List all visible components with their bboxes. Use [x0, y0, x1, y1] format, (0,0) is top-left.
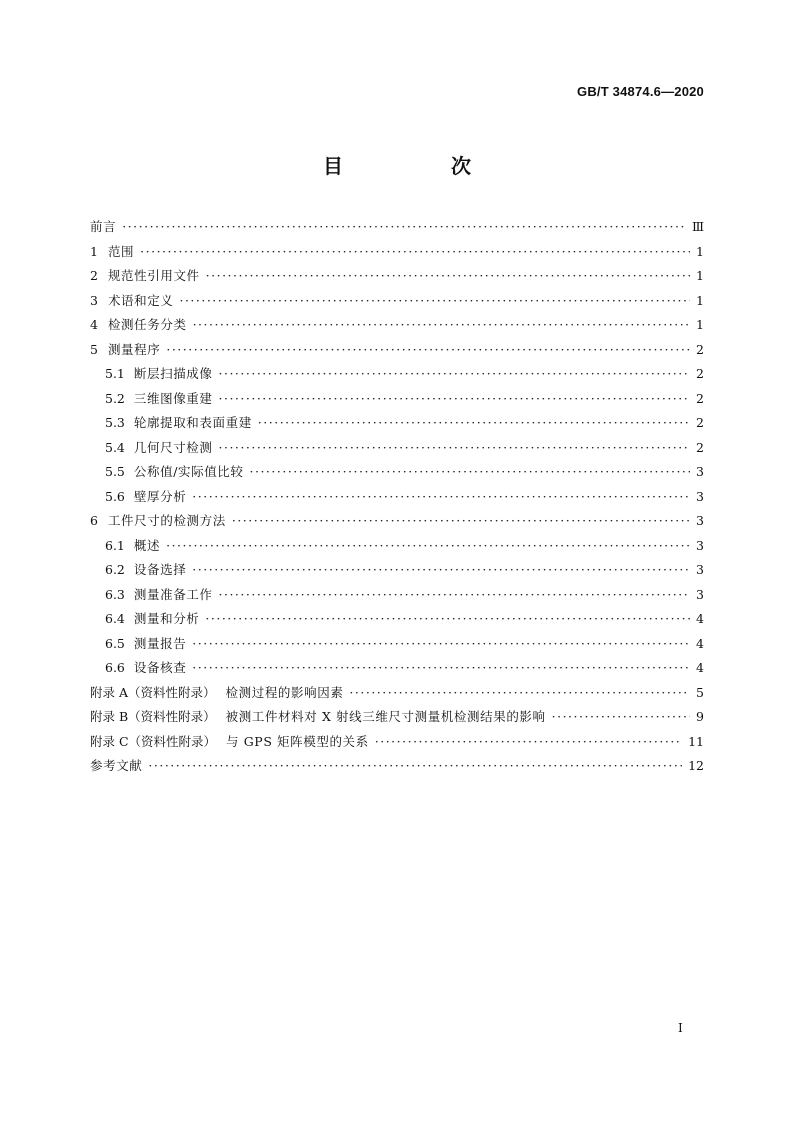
toc-entry[interactable]	[90, 411, 704, 436]
toc-entry-title: 参考文献	[90, 758, 143, 773]
toc-entry-page: 4	[696, 660, 704, 675]
toc-entry-page: 9	[696, 709, 704, 724]
dot-leader	[166, 534, 690, 559]
toc-entry-number: 5.3	[105, 415, 125, 430]
dot-leader	[552, 705, 690, 730]
toc-entry[interactable]	[90, 583, 704, 608]
toc-entry-title: 设备选择	[133, 562, 187, 577]
table-of-contents	[90, 215, 704, 779]
dot-leader	[140, 240, 690, 265]
toc-entry-title: 测量程序	[107, 341, 161, 357]
toc-entry[interactable]	[90, 730, 704, 755]
dot-leader	[258, 411, 690, 436]
toc-entry[interactable]	[90, 705, 704, 730]
dot-leader	[192, 632, 690, 657]
dot-leader	[219, 436, 691, 461]
toc-entry-title: 检测过程的影响因素	[225, 684, 344, 700]
toc-entry-number: 5.1	[105, 366, 125, 381]
toc-entry-page: 1	[696, 292, 704, 308]
toc-entry-title: 几何尺寸检测	[133, 439, 213, 455]
dot-leader	[206, 264, 690, 289]
toc-entry-title: 公称值/实际值比较	[133, 464, 244, 479]
toc-entry-page: 3	[696, 562, 704, 577]
toc-entry[interactable]	[90, 338, 704, 363]
toc-entry-page: 1	[696, 268, 704, 283]
toc-entry-page: 2	[696, 390, 704, 406]
toc-entry-page: 3	[696, 488, 704, 504]
toc-entry-page: 4	[696, 611, 704, 626]
toc-entry[interactable]	[90, 460, 704, 485]
dot-leader	[192, 485, 690, 510]
toc-entry[interactable]	[90, 485, 704, 510]
toc-entry-page: Ⅲ	[691, 219, 704, 234]
toc-entry[interactable]	[90, 632, 704, 657]
toc-entry-number: 6	[90, 513, 98, 528]
toc-entry[interactable]	[90, 362, 704, 387]
toc-entry-number: 6.4	[105, 611, 125, 626]
toc-entry-title: 测量准备工作	[133, 586, 213, 602]
toc-entry-number: 6.2	[105, 562, 125, 577]
toc-entry-title: 被测工件材料对 X 射线三维尺寸测量机检测结果的影响	[225, 709, 546, 724]
toc-entry[interactable]	[90, 509, 704, 534]
toc-entry[interactable]	[90, 607, 704, 632]
toc-entry-page: 4	[696, 635, 704, 651]
toc-entry-number: 5	[90, 341, 98, 357]
toc-entry-title: 壁厚分析	[133, 488, 187, 504]
toc-entry-page: 1	[696, 317, 704, 332]
toc-entry-page: 2	[696, 415, 704, 430]
toc-entry-number: 5.2	[105, 390, 125, 406]
toc-entry-title: 设备核查	[133, 660, 187, 675]
toc-entry[interactable]	[90, 656, 704, 681]
dot-leader	[192, 656, 690, 681]
toc-entry-title: 工件尺寸的检测方法	[107, 513, 226, 528]
toc-entry[interactable]	[90, 313, 704, 338]
dot-leader	[219, 387, 691, 412]
toc-entry[interactable]	[90, 534, 704, 559]
standard-code: GB/T 34874.6—2020	[577, 84, 704, 99]
dot-leader	[122, 215, 686, 240]
toc-entry[interactable]	[90, 754, 704, 779]
toc-entry-title: 规范性引用文件	[107, 268, 200, 283]
toc-entry-title: 检测任务分类	[107, 317, 187, 332]
toc-entry[interactable]	[90, 264, 704, 289]
toc-entry-number: 5.6	[105, 488, 125, 504]
toc-entry-number: 6.6	[105, 660, 125, 675]
toc-entry-title: 前言	[90, 219, 117, 234]
toc-entry-title: 测量和分析	[133, 611, 200, 626]
toc-entry[interactable]	[90, 289, 704, 314]
dot-leader	[148, 754, 682, 779]
toc-entry-page: 5	[696, 684, 704, 700]
toc-entry-page: 3	[696, 537, 704, 553]
toc-entry-number: 5.5	[105, 464, 125, 479]
toc-entry-title: 概述	[133, 537, 161, 553]
toc-entry[interactable]	[90, 240, 704, 265]
toc-entry-number: 附录 A（资料性附录）	[90, 684, 216, 700]
toc-entry-title: 轮廓提取和表面重建	[133, 415, 252, 430]
dot-leader	[375, 730, 682, 755]
dot-leader	[179, 289, 690, 314]
page-title: 目 次	[323, 154, 515, 178]
toc-entry-title: 测量报告	[133, 635, 187, 651]
toc-entry-page: 2	[696, 439, 704, 455]
toc-entry-page: 2	[696, 341, 704, 357]
toc-entry-page: 11	[688, 733, 704, 749]
dot-leader	[205, 607, 690, 632]
toc-entry-number: 附录 B（资料性附录）	[90, 709, 216, 724]
toc-entry[interactable]	[90, 681, 704, 706]
dot-leader	[219, 583, 691, 608]
toc-entry-title: 与 GPS 矩阵模型的关系	[226, 733, 369, 749]
toc-entry-number: 5.4	[105, 439, 125, 455]
toc-entry-number: 6.5	[105, 635, 125, 651]
toc-entry-title: 术语和定义	[107, 292, 174, 308]
dot-leader	[166, 338, 690, 363]
toc-entry-number: 6.1	[105, 537, 125, 553]
toc-entry-page: 2	[696, 366, 704, 381]
toc-entry-page: 3	[696, 586, 704, 602]
dot-leader	[219, 362, 691, 387]
toc-entry-number: 附录 C（资料性附录）	[90, 733, 217, 749]
toc-entry[interactable]	[90, 387, 704, 412]
dot-leader	[192, 558, 690, 583]
dot-leader	[193, 313, 690, 338]
toc-entry-page: 12	[688, 758, 704, 773]
toc-entry-title: 范围	[107, 243, 135, 259]
toc-entry-number: 3	[90, 292, 98, 308]
toc-entry-page: 3	[696, 513, 704, 528]
toc-entry[interactable]	[90, 558, 704, 583]
toc-entry-title: 三维图像重建	[133, 390, 213, 406]
toc-entry-number: 2	[90, 268, 98, 283]
toc-entry-page: 1	[696, 243, 704, 259]
toc-entry-title: 断层扫描成像	[133, 366, 213, 381]
toc-entry-number: 4	[90, 317, 98, 332]
toc-entry-page: 3	[696, 464, 704, 479]
toc-entry-number: 6.3	[105, 586, 125, 602]
dot-leader	[349, 681, 690, 706]
toc-entry[interactable]	[90, 436, 704, 461]
toc-entry-number: 1	[90, 243, 98, 259]
dot-leader	[232, 509, 690, 534]
page-number: I	[678, 1021, 683, 1035]
dot-leader	[250, 460, 690, 485]
toc-entry[interactable]	[90, 215, 704, 240]
